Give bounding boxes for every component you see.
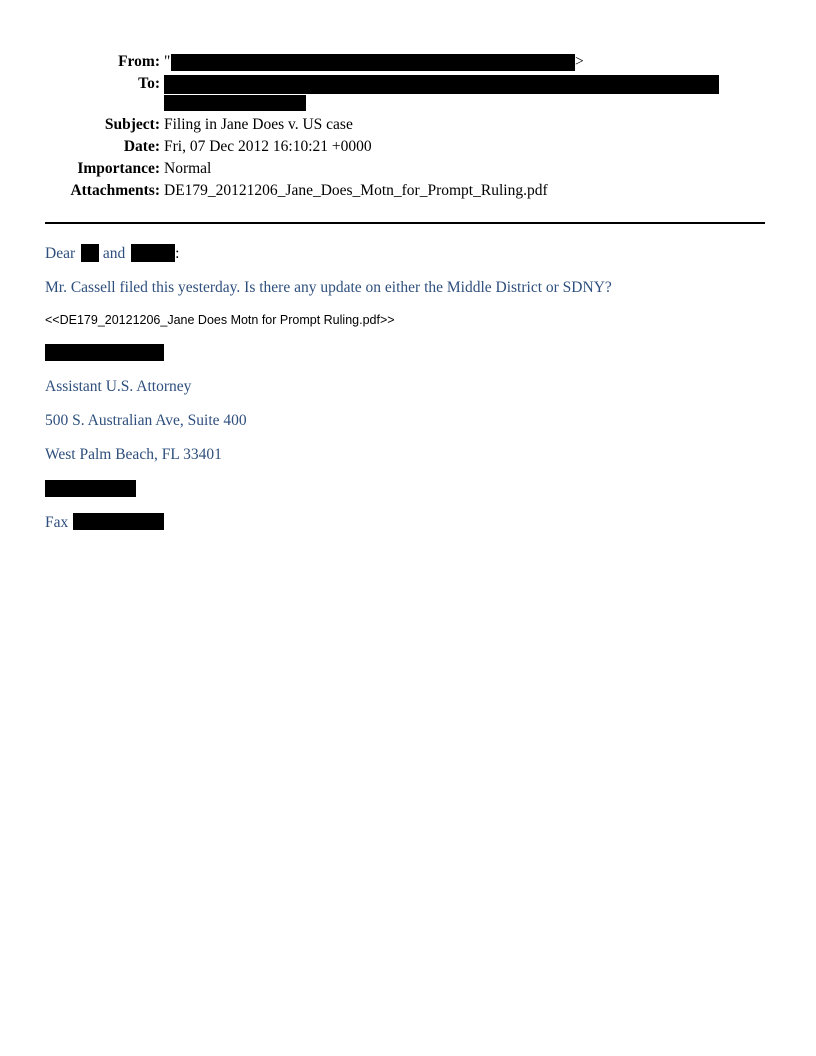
greeting-line (45, 244, 179, 264)
date-value: Fri, 07 Dec 2012 16:10:21 +0000 (164, 138, 372, 155)
importance-value: Normal (164, 160, 212, 177)
subject-label: Subject: (104, 116, 160, 133)
to-label: To: (138, 75, 160, 92)
subject-value: Filing in Jane Does v. US case (164, 116, 353, 133)
from-row (0, 52, 816, 72)
importance-label: Importance: (77, 160, 160, 177)
date-row (0, 137, 816, 157)
greeting-and: and (102, 245, 126, 262)
message-line: Mr. Cassell filed this yesterday. Is there any update on either the Middle District or SDNY? (45, 279, 612, 296)
attachments-label: Attachments: (70, 182, 160, 199)
importance-row (0, 159, 816, 179)
from-bracket: > (575, 53, 584, 70)
signature-address-line2: West Palm Beach, FL 33401 (45, 446, 222, 463)
from-redaction (171, 54, 575, 71)
to-redaction-line2 (164, 95, 306, 111)
attachments-row (0, 181, 816, 201)
from-label: From: (118, 53, 160, 70)
signature-phone-redaction (45, 480, 136, 497)
signature-address-line1: 500 S. Australian Ave, Suite 400 (45, 412, 247, 429)
subject-row (0, 115, 816, 135)
fax-number-redaction (73, 513, 164, 530)
header-divider (45, 222, 765, 224)
signature-name-redaction (45, 344, 164, 361)
to-redaction-line1 (164, 75, 719, 94)
signature-title: Assistant U.S. Attorney (45, 378, 192, 395)
greeting-redaction-1 (81, 244, 99, 262)
date-label: Date: (123, 138, 160, 155)
greeting-prefix: Dear (45, 245, 76, 262)
attachments-value: DE179_20121206_Jane_Does_Motn_for_Prompt_Ruling.pdf (164, 182, 548, 199)
fax-label: Fax (45, 514, 69, 531)
attachment-reference: <<DE179_20121206_Jane Does Motn for Prompt Ruling.pdf>> (45, 313, 395, 327)
greeting-colon: : (175, 245, 180, 262)
to-row (0, 74, 816, 94)
fax-line (45, 513, 164, 533)
from-quote: " (164, 53, 171, 70)
greeting-redaction-2 (131, 244, 175, 262)
